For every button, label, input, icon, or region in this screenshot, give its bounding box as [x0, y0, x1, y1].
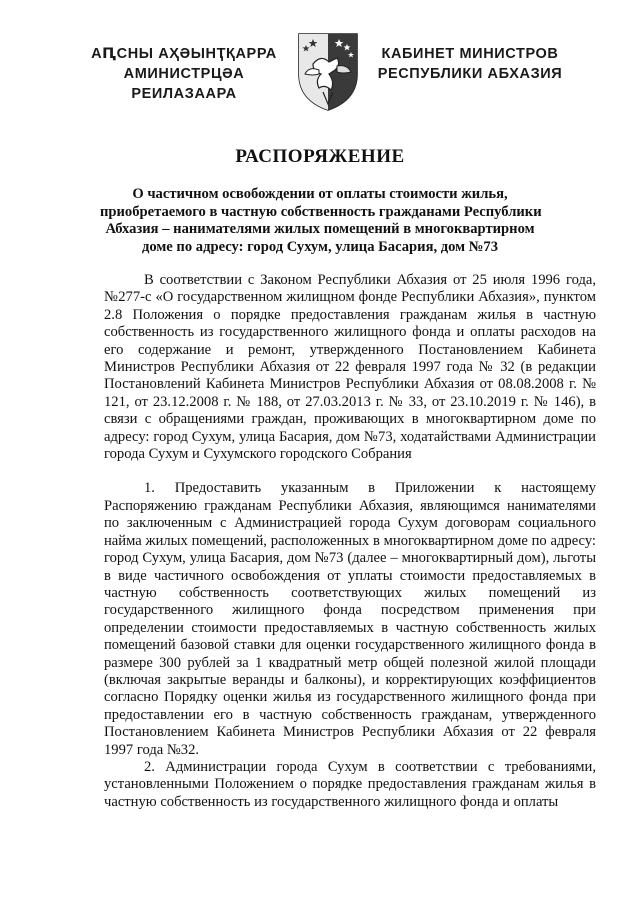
- letterhead-russian-line-1: КАБИНЕТ МИНИСТРОВ: [381, 46, 559, 62]
- subject-line-3: Абхазия – нанимателями жилых помещений в многоквартирном: [105, 221, 535, 238]
- letterhead-abkhaz-name: [74, 44, 294, 104]
- subject-line-4: доме по адресу: город Сухум, улица Басария, дом №73: [141, 238, 499, 255]
- letterhead-abkhaz-line-1: АԤСНЫ АҲӘЫНҬҚАРРА: [91, 46, 277, 62]
- item-1-paragraph: 1. Предоставить указанным в Приложении к настоящему Распоряжению гражданам Республики Абхазия, являющимся нанимателями по заключенным с Администрацией города Сухум договорам социального найма жилых помещений, расположенных в многоквартирном доме по адресу: город Сухум, улица Басария, дом №73 (далее – многоквартирный дом), льготы в виде частичного освобождения от уплаты стоимости предоставляемых в частную собственность соответствующих жилых помещений из государственного жилищного фонда посредством применения при определении стоимости предоставляемых в частную собственность жилых помещений базовой ставки для оценки государственного жилищного фонда в размере 300 рублей за 1 квадратный метр общей полезной жилой площади (включая закрытые веранды и балконы), и корректирующих коэффициентов согласно Порядку оценки жилья из государственного жилищного фонда при предоставлении его в частную собственность гражданам, утвержденного Постановлением Кабинета Министров Республики Абхазия от 22 февраля 1997 года №32.: [104, 480, 596, 758]
- letterhead-russian-line-2: РЕСПУБЛИКИ АБХАЗИЯ: [377, 66, 563, 82]
- item-2-paragraph: 2. Администрации города Сухум в соответствии с требованиями, установленными Положением о порядке предоставления гражданам жилья в частную собственность из государственного жилищного фонда и оплаты: [104, 758, 596, 810]
- document-title: РАСПОРЯЖЕНИЕ: [235, 146, 405, 167]
- abkhazia-state-emblem-icon: [295, 30, 361, 112]
- subject-line-1: О частичном освобождении от оплаты стоимости жилья,: [132, 186, 508, 202]
- document-body: [104, 272, 596, 811]
- preamble-paragraph: В соответствии с Законом Республики Абхазия от 25 июля 1996 года, №277-с «О государственном жилищном фонде Республики Абхазия», пунктом 2.8 Положения о порядке предоставления гражданам жилья в частную собственность из государственного жилищного фонда и оплаты расходов на его содержание и ремонт, утвержденного Постановлением Кабинета Министров Республики Абхазия от 22 февраля 1997 года № 32 (в редакции Постановлений Кабинета Министров Республики Абхазия от 08.08.2008 г. № 121, от 23.12.2008 г. № 188, от 27.03.2013 г. № 33, от 23.10.2019 г. № 146), в связи с обращениями граждан, проживающих в многоквартирном доме по адресу: город Сухум, улица Басария, дом №73, ходатайствами Администрации города Сухум и Сухумского городского Собрания: [104, 272, 596, 463]
- document-subject: [100, 186, 540, 256]
- letterhead: [0, 0, 640, 120]
- letterhead-russian-name: [370, 44, 570, 84]
- subject-line-2: приобретаемого в частную собственность гражданами Республики: [100, 203, 542, 220]
- letterhead-abkhaz-line-2: АМИНИСТРЦӘА РЕИЛАЗААРА: [123, 66, 245, 102]
